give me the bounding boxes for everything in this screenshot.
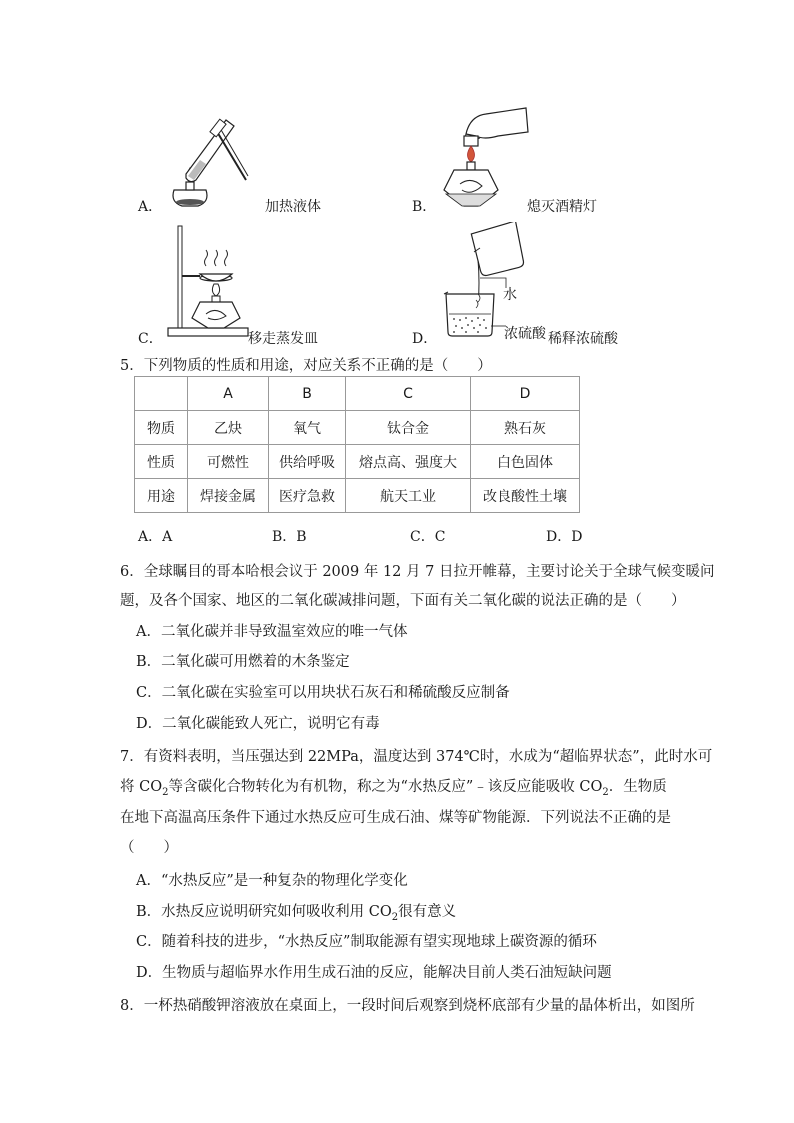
q6-option-d: D．二氧化碳能致人死亡，说明它有毒 [136,716,380,732]
q7-option-a: A．“水热反应”是一种复杂的物理化学变化 [136,873,408,889]
table-cell: 氧气 [269,411,346,445]
q8-stem-line1: 8．一杯热硝酸钾溶液放在桌面上，一段时间后观察到烧杯底部有少量的晶体析出，如图所 [120,998,695,1014]
figure-b-letter: B． [412,199,437,215]
q7-option-d: D．生物质与超临界水作用生成石油的反应，能解决目前人类石油短缺问题 [136,965,612,981]
q5-option-c: C．C [410,529,446,545]
table-cell: 航天工业 [346,479,471,513]
table-cell: 可燃性 [188,445,269,479]
q7-stem-line1: 7．有资料表明，当压强达到 22MPa，温度达到 374℃时，水成为“超临界状态”，此时水可 [120,749,713,765]
figure-d-caption: 稀释浓硫酸 [548,331,618,347]
q5-option-d: D．D [546,529,583,545]
figure-d-letter: D． [412,331,438,347]
figure-a-letter: A． [138,199,163,215]
figure-b-extinguish-lamp [436,106,532,212]
table-cell: 医疗急救 [269,479,346,513]
q6-stem-line1: 6．全球瞩目的哥本哈根会议于 2009 年 12 月 7 日拉开帷幕，主要讨论关于全球气候变暖问 [120,564,715,580]
table-cell: 乙炔 [188,411,269,445]
q6-option-c: C．二氧化碳在实验室可以用块状石灰石和稀硫酸反应制备 [136,685,510,701]
figure-d-dilute-acid [440,222,552,338]
q6-stem-line2: 题，及各个国家、地区的二氧化碳减排问题，下面有关二氧化碳的说法正确的是（ ） [120,593,686,609]
table-row [135,411,580,445]
q7-option-b [136,900,456,923]
q7-line2-part3: ．生物质 [608,779,667,795]
q5-option-a: A．A [138,529,173,545]
figure-c-caption: 移走蒸发皿 [248,331,318,347]
table-cell: 改良酸性土壤 [471,479,580,513]
table-cell: 钛合金 [346,411,471,445]
q5-option-b: B．B [272,529,307,545]
table-cell: B [269,377,346,411]
q5-stem: 5．下列物质的性质和用途，对应关系不正确的是（ ） [120,358,492,374]
q7-stem-line3: 在地下高温高压条件下通过水热反应可生成石油、煤等矿物能源．下列说法不正确的是 [120,810,671,826]
q7-line2-sub2: 2 [602,786,609,798]
q5-table [134,376,580,513]
table-cell [135,377,188,411]
q7-line2-part2: 等含碳化合物转化为有机物，称之为“水热反应”﹣该反应能吸收 CO [168,779,603,795]
table-cell: A [188,377,269,411]
table-cell: 熔点高、强度大 [346,445,471,479]
q7-option-b-part1: B．水热反应说明研究如何吸收利用 CO [136,904,392,920]
q6-option-b: B．二氧化碳可用燃着的木条鉴定 [136,654,350,670]
table-cell: 焊接金属 [188,479,269,513]
figure-a-caption: 加热液体 [265,199,321,215]
q7-option-c: C．随着科技的进步，“水热反应”制取能源有望实现地球上碳资源的循环 [136,934,597,950]
table-cell: 物质 [135,411,188,445]
table-cell: D [471,377,580,411]
table-cell: 供给呼吸 [269,445,346,479]
table-cell: 熟石灰 [471,411,580,445]
q7-stem-line4: （ ） [120,840,178,856]
q6-option-a: A．二氧化碳并非导致温室效应的唯一气体 [136,624,408,640]
figure-a-heating-liquid [160,112,250,212]
figure-b-caption: 熄灭酒精灯 [527,199,597,215]
figure-d-acid-label: 浓硫酸 [504,326,546,342]
figure-d-water-label: 水 [503,287,517,303]
q7-line2-part1: 将 CO [120,779,163,795]
table-cell: 白色固体 [471,445,580,479]
table-cell: 性质 [135,445,188,479]
table-cell: 用途 [135,479,188,513]
table-cell: C [346,377,471,411]
figure-c-letter: C． [138,331,163,347]
figure-c-evaporating-dish [160,222,252,340]
table-row [135,479,580,513]
q7-option-b-sub: 2 [391,911,399,923]
table-row [135,377,580,411]
q7-line2-sub1: 2 [162,786,169,798]
table-row [135,445,580,479]
q7-option-b-part2: 很有意义 [398,904,457,920]
q7-stem-line2 [120,775,667,798]
